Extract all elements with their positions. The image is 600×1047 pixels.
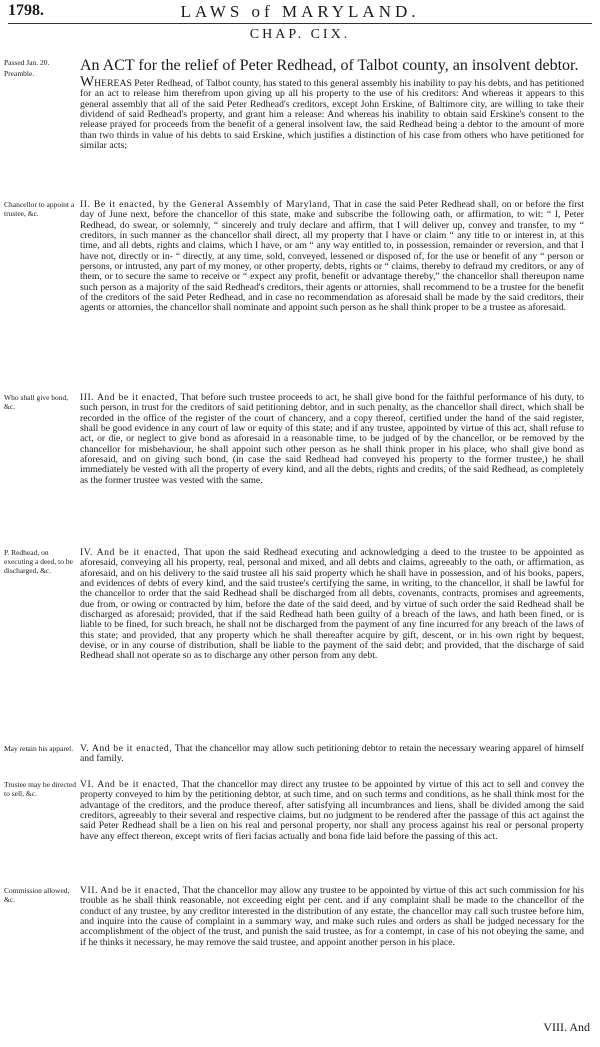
section-3-text: That before such trustee proceeds to act, he shall give bond for the faithful performance of his duty, to such person, in trust for the creditors of said petitioning debtor, and in such penalty, as the chancellor shall direct, which shall be recorded in the office of the register of the court of chancery, and a copy thereof, certified under the hand of the said register, shall be good evidence in any court of law or equity of this state; and if any trustee, appointed by virtue of this act, shall refuse to act, or die, or neglect to give bond as aforesaid in a reasonable time, to be judged of by the chancellor, or be removed by the chancellor for misbehaviour, he shall appoint such other person as he shall think proper in his place, who shall give bond as aforesaid, and on giving such bond, (in case the said Redhead had conveyed his property to the former trustee,) he shall immediately be vested with all the property of every kind, and all the debts, rights and credits, of the said Redhead, as completely as the former trustee was vested with the same. (80, 392, 584, 486)
margin-note-section-7: Commission allowed, &c. (4, 886, 70, 904)
section-6-lead: VI. And be it enacted, (80, 779, 179, 790)
section-2 (80, 200, 584, 314)
section-2-text: That in case the said Peter Redhead shall, on or before the first day of June next, before the chancellor of this state, make and subscribe the following oath, or affirmation, to wit: “ I, Peter Redhead, do swear, or solemnly, “ sincerely and truly declare and affirm, that I will deliver up, convey and transfer, to my “ creditors, in such manner as the chancellor shall direct, all my property that I have or claim “ any title to or interest in, at this time, and all debts, rights and claims, which I have, or am “ any way entitled to, in possession, remainder or reversion, and that I have not, directly or in- “ directly, at any time, sold, conveyed, lessened or disposed of, for the use or benefit of any “ person or persons, or intrusted, any part of my money, or other property, debts, rights or “ claims, thereby to defraud my creditors, or any of them, or to secure the same to receive or “ expect any profit, benefit or advantage thereby,” the chancellor shall thereupon name such person as a majority of the said Redhead's creditors, their agents or attornies, shall recommend to be a trustee for the benefit of the creditors of the said Peter Redhead, and in case no recommendation as aforesaid shall be made by the said creditors, their agents or attornies, the chancellor shall nominate and appoint such person as he shall think proper to be a trustee as aforesaid. (80, 199, 584, 314)
margin-note-preamble: Preamble. (4, 69, 35, 78)
margin-note-section-4: P. Redhead, on executing a deed, to be discharged, &c. (4, 548, 73, 575)
section-3-lead: III. And be it enacted, (80, 392, 178, 403)
margin-note-section-2: Chancellor to appoint a trustee, &c. (4, 200, 75, 218)
preamble-paragraph (80, 74, 584, 152)
header-year: 1798. (8, 2, 44, 19)
section-6-text: That the chancellor may direct any trustee to be appointed by virtue of this act to sell and convey the property conveyed to him by the petitioning debtor, at such time, and on such terms and conditions, as he shall think most for the advantage of the creditors, and the produce thereof, after satisfying all incumbrances and liens, shall be divided among the said creditors, agreeably to their several and respective claims, but no judgment to be rendered after the passage of this act against the said Peter Redhead shall be a lien on his real and personal property, nor shall any process against his real or personal property have any effect thereon, except writs of fieri facias actually and bona fide laid before the passing of this act. (80, 779, 585, 842)
section-7 (80, 886, 584, 948)
header-rule (8, 23, 592, 24)
section-5-text: That the chancellor may allow such petitioning debtor to retain the necessary wearing apparel of himself and family. (80, 743, 584, 765)
section-6 (80, 780, 584, 842)
header-title: LAWS of MARYLAND. (180, 2, 420, 21)
section-5 (80, 744, 584, 765)
section-4-text: That upon the said Redhead executing and acknowledging a deed to the trustee to be appointed as aforesaid, conveying all his property, real, personal and mixed, and all debts and claims, agreeably to the oath, or affirmation, as aforesaid, and on his delivery to the said trustee all his said property which he shall have in possession, and of his books, papers, and evidences of debts of every kind, and the said trustee's certifying the same, in writing, to the chancellor, it shall be lawful for the chancellor to order that the said Redhead shall be discharged from all debts, covenants, contracts, promises and agreements, due from, or owing or contracted by him, before the date of the said deed, and by virtue of such order the said Redhead shall be discharged as aforesaid; provided, that if the said Redhead hath been guilty of a breach of the laws, and hath been fined, or is liable to be fined, for such breach, he shall not be discharged from the payment of any fine incurred for any breach of the laws of this state; and provided, that any property which he shall thereafter acquire by gift, descent, or in his own right by bequest, devise, or in any course of distribution, shall be liable to the payment of the said debt; and provided, that the discharge of said Redhead shall not operate so as to discharge any other person from any debt. (80, 547, 584, 662)
margin-note-section-3: Who shall give bond, &c. (4, 393, 69, 411)
section-3 (80, 393, 584, 486)
section-4 (80, 548, 584, 662)
section-7-lead: VII. And be it enacted, (80, 885, 181, 896)
section-4-lead: IV. And be it enacted, (80, 547, 181, 558)
section-2-lead: II. Be it enacted, by the General Assembly of Maryland, (80, 199, 331, 210)
catchword: VIII. And (543, 1020, 590, 1034)
running-header (8, 2, 592, 24)
section-7-text: That the chancellor may allow any trustee to be appointed by virtue of this act such commission for his trouble as he shall think reasonable, not exceeding eight per cent. and if any complaint shall be made to the chancellor of the conduct of any trustee, by any creditor interested in the distribution of any estate, the chancellor may call such trustee before him, and inquire into the cause of complaint in a summary way, and make such rules and orders as shall be judged necessary for the accomplishment of the object of the trust, and punish the said trustee, as for a contempt, in case of his not obeying the same, and if he thinks it necessary, he may remove the said trustee, and appoint another person in his place. (80, 885, 584, 948)
margin-note-passed: Passed Jan. 20. (4, 58, 50, 67)
act-title: An ACT for the relief of Peter Redhead, of Talbot county, an insolvent debtor. (80, 57, 579, 74)
chapter-heading: CHAP. CIX. (249, 27, 351, 42)
drop-cap: W (80, 74, 95, 90)
margin-note-section-6: Trustee may be directed to sell, &c. (4, 780, 76, 798)
section-5-lead: V. And be it enacted, (80, 743, 173, 754)
margin-note-section-5: May retain his apparel. (4, 744, 74, 753)
preamble-text: HEREAS Peter Redhead, of Talbot county, has stated to this general assembly his inability to pay his debts, and has petitioned for an act to release him therefrom upon giving up all his property to the use of his creditors: And whereas it appears to this general assembly that all of the said Peter Redhead's creditors, except John Erskine, of Baltimore city, are willing to take their dividend of said Redhead's property, and grant him a release: And whereas his inability to obtain said Erskine's consent to the release prayed for proceeds from the benefit of a general insolvent law, the said Redhead being a debtor to the amount of more than two thirds in value of his debts to said Erskine, which justifies a distinction of his case from others who have petitioned for similar acts; (80, 78, 584, 152)
